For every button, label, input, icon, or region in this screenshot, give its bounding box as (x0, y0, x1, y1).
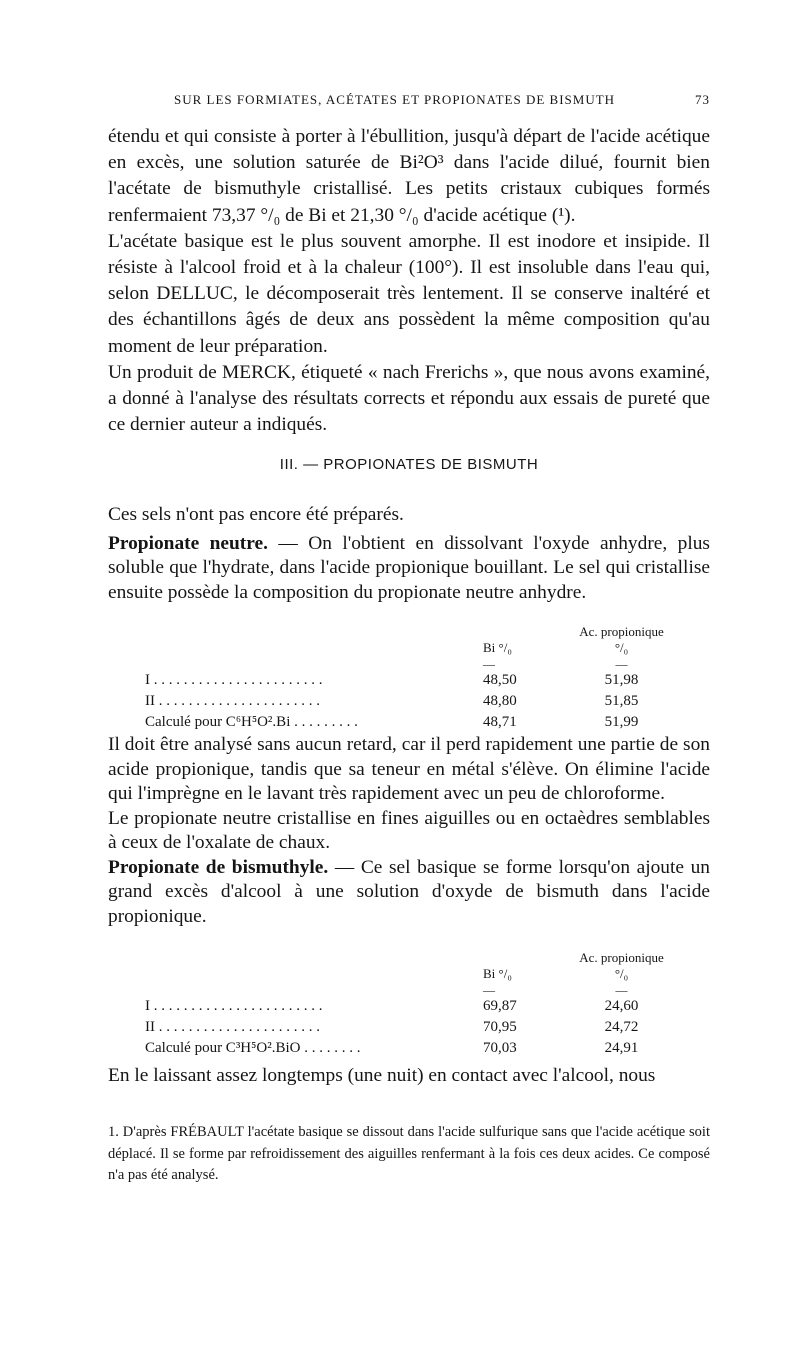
subheading: Propionate neutre. (108, 532, 268, 554)
analysis-table-2 (145, 950, 665, 1057)
paragraph: En le laissant assez longtemps (une nuit) en contact avec l'alcool, nous (108, 1065, 656, 1086)
cell-bi: 69,87 (483, 998, 517, 1014)
cell-ac: 24,72 (604, 1019, 639, 1035)
row-label: II . . . . . . . . . . . . . . . . . . . . . . (145, 693, 320, 709)
row-label: I . . . . . . . . . . . . . . . . . . . . . . . (145, 998, 323, 1014)
cell-bi: 48,50 (483, 672, 517, 688)
table-row (145, 994, 665, 1015)
section-block-1 (108, 503, 710, 605)
paragraph-text: — Ce sel basique se forme lorsqu'on ajoute un grand excès d'alcool à une solution d'oxyde de bismuth dans l'acide propionique. (108, 856, 710, 927)
column-header: Ac. propionique °/₀ (579, 950, 664, 981)
table-row (145, 668, 665, 689)
row-label: II . . . . . . . . . . . . . . . . . . . . . . (145, 1019, 320, 1035)
cell-ac: 24,60 (604, 998, 639, 1014)
column-header: Bi °/₀ (483, 640, 512, 655)
cell-ac: 24,91 (604, 1040, 639, 1056)
cell-ac: 51,99 (604, 714, 639, 730)
cell-ac: 51,98 (604, 672, 639, 688)
paragraph: Ces sels n'ont pas encore été préparés. (108, 504, 404, 525)
subheading: Propionate de bismuthyle. (108, 856, 329, 878)
cell-ac: 51,85 (604, 693, 639, 709)
dash: — (483, 657, 495, 671)
section-heading: III. — PROPIONATES DE BISMUTH (279, 456, 539, 473)
page-number: 73 (695, 92, 710, 107)
paragraph (108, 532, 710, 606)
table-row (145, 710, 665, 731)
table-row (145, 1036, 665, 1057)
row-label: Calculé pour C⁶H⁵O².Bi . . . . . . . . . (145, 714, 358, 730)
table-row (145, 1015, 665, 1036)
paragraph: Il doit être analysé sans aucun retard, car il perd rapidement une partie de son acide propionique, tandis que sa teneur en métal s'élève. On élimine l'acide qui l'imprègne en le lavant très rapidement avec un peu de chloroforme. (108, 734, 710, 804)
dash: — (615, 983, 628, 997)
column-header: Bi °/₀ (483, 966, 512, 981)
row-label: I . . . . . . . . . . . . . . . . . . . . . . . (145, 672, 323, 688)
paragraph: étendu et qui consiste à porter à l'ébullition, jusqu'à départ de l'acide acétique en excès, une solution saturée de Bi²O³ dans l'acide dilué, fournit bien l'acétate de bismuthyle cristallisé. Les petits cristaux cubiques formés renfermaient 73,37 °/₀ de Bi et 21,30 °/₀ d'acide acétique (¹). (108, 126, 710, 226)
paragraph: Le propionate neutre cristallise en fines aiguilles ou en octaèdres semblables à ceux de l'oxalate de chaux. (108, 807, 710, 853)
dash: — (483, 983, 495, 997)
section-block-3 (108, 1064, 710, 1089)
paragraph: Un produit de MERCK, étiqueté « nach Frerichs », que nous avons examiné, a donné à l'analyse des résultats corrects et répondu aux essais de pureté que ce dernier auteur a indiqués. (108, 361, 710, 436)
cell-bi: 70,03 (483, 1040, 517, 1056)
column-header: Ac. propionique °/₀ (579, 624, 664, 655)
cell-bi: 48,71 (483, 714, 517, 730)
cell-bi: 70,95 (483, 1019, 517, 1035)
running-title: SUR LES FORMIATES, ACÉTATES ET PROPIONATES DE BISMUTH (174, 92, 616, 107)
analysis-table-1 (145, 624, 665, 731)
footnote: 1. D'après FRÉBAULT l'acétate basique se dissout dans l'acide sulfurique sans que l'acide acétique soit déplacé. Il se forme par refroidissement des aiguilles renfermant à la fois ces deux acides. Ce composé n'a pas été analysé. (108, 1124, 710, 1183)
paragraph-text: — On l'obtient en dissolvant l'oxyde anhydre, plus soluble que l'hydrate, dans l'acide propionique bouillant. Le sel qui cristallise ensuite possède la composition du propionate neutre anhydre. (108, 532, 710, 603)
cell-bi: 48,80 (483, 693, 517, 709)
paragraph (108, 856, 710, 930)
intro-block (108, 124, 710, 438)
row-label: Calculé pour C³H⁵O².BiO . . . . . . . . (145, 1040, 361, 1056)
dash: — (615, 657, 628, 671)
section-block-2 (108, 733, 710, 929)
table-row (145, 689, 665, 710)
paragraph: L'acétate basique est le plus souvent amorphe. Il est inodore et insipide. Il résiste à l'alcool froid et à la chaleur (100°). Il est insoluble dans l'eau qui, selon DELLUC, le décomposerait très lentement. Il se conserve inaltéré et des échantillons âgés de deux ans possèdent la même composition qu'au moment de leur préparation. (108, 230, 710, 357)
